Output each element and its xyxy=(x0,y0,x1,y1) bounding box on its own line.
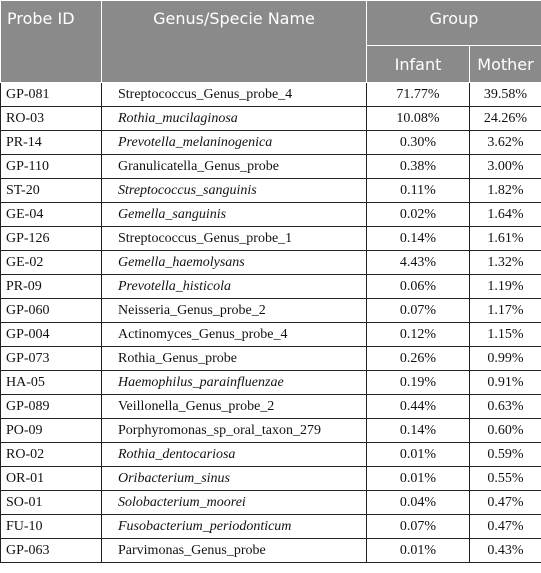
cell-genus-name: Fusobacterium_periodonticum xyxy=(102,515,367,539)
cell-probe-id: GP-089 xyxy=(1,395,102,419)
header-genus-name: Genus/Specie Name xyxy=(102,1,367,83)
cell-infant: 0.14% xyxy=(367,419,470,443)
table-row xyxy=(1,299,541,323)
cell-probe-id: GP-110 xyxy=(1,155,102,179)
cell-mother: 1.32% xyxy=(470,251,541,275)
table-row xyxy=(1,371,541,395)
cell-genus-name: Parvimonas_Genus_probe xyxy=(102,539,367,563)
cell-mother: 0.63% xyxy=(470,395,541,419)
table-row xyxy=(1,155,541,179)
cell-genus-name: Rothia_mucilaginosa xyxy=(102,107,367,131)
cell-infant: 0.12% xyxy=(367,323,470,347)
cell-probe-id: RO-02 xyxy=(1,443,102,467)
table-body xyxy=(1,83,541,563)
cell-mother: 0.55% xyxy=(470,467,541,491)
table-row xyxy=(1,83,541,107)
cell-probe-id: GP-004 xyxy=(1,323,102,347)
table-row xyxy=(1,395,541,419)
table-row xyxy=(1,203,541,227)
cell-probe-id: GP-063 xyxy=(1,539,102,563)
table-row xyxy=(1,491,541,515)
cell-mother: 0.99% xyxy=(470,347,541,371)
cell-genus-name: Streptococcus_Genus_probe_4 xyxy=(102,83,367,107)
cell-genus-name: Granulicatella_Genus_probe xyxy=(102,155,367,179)
cell-probe-id: GP-060 xyxy=(1,299,102,323)
table-row xyxy=(1,323,541,347)
cell-probe-id: RO-03 xyxy=(1,107,102,131)
cell-infant: 0.38% xyxy=(367,155,470,179)
cell-genus-name: Neisseria_Genus_probe_2 xyxy=(102,299,367,323)
cell-probe-id: GP-126 xyxy=(1,227,102,251)
table-row xyxy=(1,251,541,275)
cell-genus-name: Streptococcus_Genus_probe_1 xyxy=(102,227,367,251)
header-mother: Mother xyxy=(470,46,541,83)
cell-genus-name: Solobacterium_moorei xyxy=(102,491,367,515)
table-row xyxy=(1,227,541,251)
cell-infant: 0.30% xyxy=(367,131,470,155)
cell-genus-name: Oribacterium_sinus xyxy=(102,467,367,491)
cell-probe-id: PR-14 xyxy=(1,131,102,155)
cell-probe-id: GE-04 xyxy=(1,203,102,227)
cell-genus-name: Rothia_dentocariosa xyxy=(102,443,367,467)
cell-infant: 0.07% xyxy=(367,299,470,323)
cell-infant: 0.06% xyxy=(367,275,470,299)
cell-mother: 3.62% xyxy=(470,131,541,155)
cell-genus-name: Prevotella_melaninogenica xyxy=(102,131,367,155)
cell-infant: 0.01% xyxy=(367,467,470,491)
cell-genus-name: Gemella_sanguinis xyxy=(102,203,367,227)
table-row xyxy=(1,515,541,539)
cell-mother: 0.59% xyxy=(470,443,541,467)
cell-probe-id: OR-01 xyxy=(1,467,102,491)
header-probe-id: Probe ID xyxy=(1,1,102,83)
table-row xyxy=(1,467,541,491)
cell-genus-name: Prevotella_histicola xyxy=(102,275,367,299)
cell-genus-name: Streptococcus_sanguinis xyxy=(102,179,367,203)
cell-mother: 1.61% xyxy=(470,227,541,251)
cell-mother: 1.15% xyxy=(470,323,541,347)
cell-infant: 0.04% xyxy=(367,491,470,515)
cell-mother: 1.82% xyxy=(470,179,541,203)
cell-genus-name: Porphyromonas_sp_oral_taxon_279 xyxy=(102,419,367,443)
cell-infant: 0.02% xyxy=(367,203,470,227)
cell-probe-id: PR-09 xyxy=(1,275,102,299)
table-row xyxy=(1,347,541,371)
table-row xyxy=(1,419,541,443)
table-row xyxy=(1,179,541,203)
cell-genus-name: Gemella_haemolysans xyxy=(102,251,367,275)
cell-infant: 0.44% xyxy=(367,395,470,419)
cell-probe-id: PO-09 xyxy=(1,419,102,443)
cell-infant: 0.07% xyxy=(367,515,470,539)
cell-infant: 0.14% xyxy=(367,227,470,251)
table-header xyxy=(1,1,541,83)
cell-infant: 10.08% xyxy=(367,107,470,131)
cell-probe-id: GP-073 xyxy=(1,347,102,371)
cell-mother: 3.00% xyxy=(470,155,541,179)
cell-infant: 0.11% xyxy=(367,179,470,203)
cell-genus-name: Veillonella_Genus_probe_2 xyxy=(102,395,367,419)
cell-mother: 39.58% xyxy=(470,83,541,107)
cell-probe-id: ST-20 xyxy=(1,179,102,203)
table-row xyxy=(1,539,541,563)
cell-mother: 0.91% xyxy=(470,371,541,395)
cell-probe-id: FU-10 xyxy=(1,515,102,539)
cell-infant: 0.01% xyxy=(367,443,470,467)
table-row xyxy=(1,107,541,131)
table-row xyxy=(1,275,541,299)
cell-mother: 0.47% xyxy=(470,515,541,539)
table-row xyxy=(1,443,541,467)
header-group: Group xyxy=(367,1,541,46)
cell-probe-id: SO-01 xyxy=(1,491,102,515)
cell-mother: 24.26% xyxy=(470,107,541,131)
cell-probe-id: GE-02 xyxy=(1,251,102,275)
cell-infant: 0.01% xyxy=(367,539,470,563)
cell-probe-id: HA-05 xyxy=(1,371,102,395)
cell-genus-name: Actinomyces_Genus_probe_4 xyxy=(102,323,367,347)
cell-infant: 0.26% xyxy=(367,347,470,371)
cell-genus-name: Rothia_Genus_probe xyxy=(102,347,367,371)
cell-infant: 4.43% xyxy=(367,251,470,275)
cell-infant: 0.19% xyxy=(367,371,470,395)
cell-infant: 71.77% xyxy=(367,83,470,107)
cell-mother: 0.43% xyxy=(470,539,541,563)
table-row xyxy=(1,131,541,155)
cell-mother: 0.47% xyxy=(470,491,541,515)
header-infant: Infant xyxy=(367,46,470,83)
cell-mother: 1.64% xyxy=(470,203,541,227)
cell-mother: 1.19% xyxy=(470,275,541,299)
cell-probe-id: GP-081 xyxy=(1,83,102,107)
cell-genus-name: Haemophilus_parainfluenzae xyxy=(102,371,367,395)
cell-mother: 1.17% xyxy=(470,299,541,323)
cell-mother: 0.60% xyxy=(470,419,541,443)
